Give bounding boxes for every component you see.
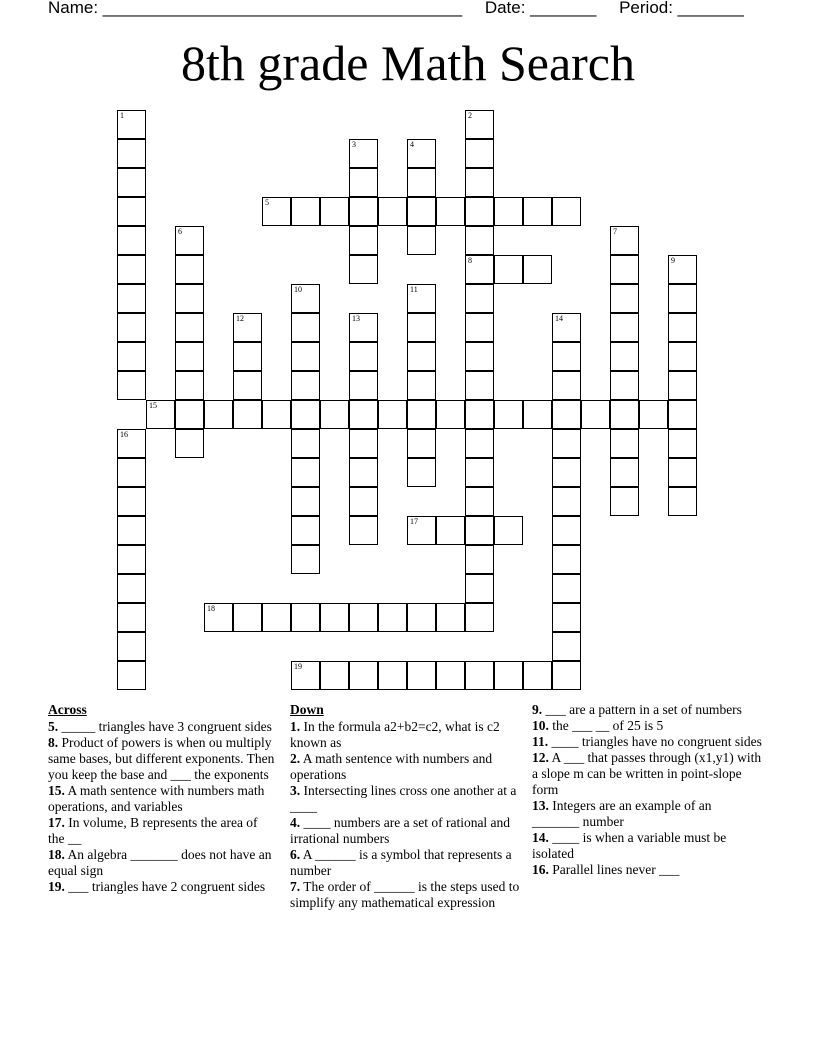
crossword-cell[interactable] <box>407 226 436 255</box>
crossword-cell[interactable] <box>668 313 697 342</box>
clue-item <box>532 750 762 798</box>
crossword-cell[interactable] <box>349 139 378 168</box>
clue-number: 16 <box>120 430 128 439</box>
crossword-cell[interactable] <box>581 400 610 429</box>
crossword-cell[interactable] <box>175 342 204 371</box>
clue-item <box>48 879 276 895</box>
crossword-cell[interactable] <box>494 400 523 429</box>
clue-number: 12 <box>236 314 244 323</box>
crossword-cell[interactable] <box>349 168 378 197</box>
crossword-cell[interactable] <box>320 197 349 226</box>
crossword-cell[interactable] <box>523 661 552 690</box>
crossword-cell[interactable] <box>668 487 697 516</box>
clue-number-label: 14. <box>532 830 549 845</box>
date-label: Date: _______ <box>484 0 597 17</box>
crossword-cell[interactable] <box>175 429 204 458</box>
crossword-cell[interactable] <box>465 400 494 429</box>
crossword-cell[interactable] <box>407 139 436 168</box>
crossword-cell[interactable] <box>378 400 407 429</box>
clue-item <box>48 719 276 735</box>
crossword-cell[interactable] <box>117 371 146 400</box>
crossword-cell[interactable] <box>552 661 581 690</box>
crossword-cell[interactable] <box>523 255 552 284</box>
crossword-cell[interactable] <box>465 371 494 400</box>
crossword-cell[interactable] <box>610 342 639 371</box>
clue-number: 14 <box>555 314 563 323</box>
clue-number-label: 11. <box>532 734 549 749</box>
crossword-cell[interactable] <box>117 313 146 342</box>
page-title: 8th grade Math Search <box>180 35 635 91</box>
crossword-cell[interactable] <box>552 342 581 371</box>
crossword-cell[interactable] <box>117 110 146 139</box>
clue-number-label: 8. <box>48 735 59 750</box>
crossword-cell[interactable] <box>175 371 204 400</box>
clue-item <box>532 798 762 830</box>
crossword-cell[interactable] <box>465 516 494 545</box>
clue-item <box>290 815 520 847</box>
crossword-cell[interactable] <box>291 342 320 371</box>
clue-item <box>532 702 762 718</box>
clue-text: _____ triangles have 3 congruent sides <box>58 719 272 734</box>
clue-text: Parallel lines never ___ <box>548 862 680 877</box>
clue-item <box>532 718 762 734</box>
clue-item <box>290 751 520 783</box>
crossword-cell[interactable] <box>175 226 204 255</box>
clue-number: 2 <box>468 111 472 120</box>
crossword-cell[interactable] <box>552 574 581 603</box>
crossword-cell[interactable] <box>291 197 320 226</box>
crossword-cell[interactable] <box>407 661 436 690</box>
crossword-cell[interactable] <box>552 429 581 458</box>
crossword-cell[interactable] <box>378 197 407 226</box>
crossword-cell[interactable] <box>668 284 697 313</box>
down-clues <box>290 702 520 911</box>
crossword-cell[interactable] <box>291 313 320 342</box>
crossword-cell[interactable] <box>436 603 465 632</box>
crossword-cell[interactable] <box>175 400 204 429</box>
crossword-cell[interactable] <box>117 574 146 603</box>
crossword-cell[interactable] <box>610 371 639 400</box>
crossword-cell[interactable] <box>610 226 639 255</box>
crossword-cell[interactable] <box>233 342 262 371</box>
crossword-cell[interactable] <box>407 342 436 371</box>
across-heading: Across <box>48 702 87 717</box>
clue-number-label: 7. <box>290 879 301 894</box>
crossword-cell[interactable] <box>378 661 407 690</box>
clue-text: ____ numbers are a set of rational and irrational numbers <box>290 815 511 846</box>
crossword-cell[interactable] <box>233 400 262 429</box>
crossword-cell[interactable] <box>117 284 146 313</box>
crossword-cell[interactable] <box>146 400 175 429</box>
down-heading: Down <box>290 702 324 717</box>
clue-number: 7 <box>613 227 617 236</box>
clue-number-label: 10. <box>532 718 549 733</box>
clue-number: 10 <box>294 285 302 294</box>
crossword-cell[interactable] <box>610 313 639 342</box>
crossword-cell[interactable] <box>465 458 494 487</box>
crossword-cell[interactable] <box>320 400 349 429</box>
clue-text: A math sentence with numbers math operations, and variables <box>48 783 265 814</box>
clue-text: A ______ is a symbol that represents a number <box>290 847 512 878</box>
clue-number-label: 1. <box>290 719 301 734</box>
crossword-cell[interactable] <box>494 516 523 545</box>
clue-number: 11 <box>410 285 418 294</box>
crossword-cell[interactable] <box>291 516 320 545</box>
crossword-cell[interactable] <box>494 661 523 690</box>
crossword-cell[interactable] <box>117 603 146 632</box>
crossword-cell[interactable] <box>407 400 436 429</box>
crossword-cell[interactable] <box>610 429 639 458</box>
crossword-cell[interactable] <box>465 168 494 197</box>
crossword-cell[interactable] <box>349 429 378 458</box>
crossword-cell[interactable] <box>465 255 494 284</box>
crossword-cell[interactable] <box>349 255 378 284</box>
crossword-cell[interactable] <box>407 168 436 197</box>
crossword-cell[interactable] <box>378 603 407 632</box>
crossword-cell[interactable] <box>552 197 581 226</box>
crossword-cell[interactable] <box>668 371 697 400</box>
crossword-cell[interactable] <box>291 371 320 400</box>
clue-number: 1 <box>120 111 124 120</box>
crossword-cell[interactable] <box>349 226 378 255</box>
crossword-cell[interactable] <box>349 197 378 226</box>
crossword-cell[interactable] <box>552 458 581 487</box>
crossword-cell[interactable] <box>610 458 639 487</box>
crossword-cell[interactable] <box>349 313 378 342</box>
clue-number-label: 19. <box>48 879 65 894</box>
clue-text: A math sentence with numbers and operations <box>290 751 493 782</box>
crossword-cell[interactable] <box>668 458 697 487</box>
crossword-cell[interactable] <box>349 516 378 545</box>
crossword-cell[interactable] <box>407 197 436 226</box>
crossword-cell[interactable] <box>668 429 697 458</box>
crossword-cell[interactable] <box>117 545 146 574</box>
clue-text: ___ triangles have 2 congruent sides <box>64 879 266 894</box>
crossword-cell[interactable] <box>465 429 494 458</box>
clue-number-label: 5. <box>48 719 59 734</box>
crossword-cell[interactable] <box>610 255 639 284</box>
crossword-cell[interactable] <box>552 516 581 545</box>
crossword-cell[interactable] <box>117 168 146 197</box>
crossword-cell[interactable] <box>465 110 494 139</box>
crossword-cell[interactable] <box>465 226 494 255</box>
clue-text: The order of ______ is the steps used to simplify any mathematical expression <box>290 879 520 910</box>
clue-text: A ___ that passes through (x1,y1) with a slope m can be written in point-slope form <box>532 750 762 797</box>
crossword-cell[interactable] <box>523 400 552 429</box>
crossword-cell[interactable] <box>407 284 436 313</box>
crossword-cell[interactable] <box>465 284 494 313</box>
crossword-cell[interactable] <box>175 284 204 313</box>
clue-number-label: 4. <box>290 815 301 830</box>
clue-number-label: 2. <box>290 751 301 766</box>
crossword-cell[interactable] <box>291 458 320 487</box>
period-label: Period: _______ <box>619 0 744 17</box>
crossword-cell[interactable] <box>523 197 552 226</box>
crossword-cell[interactable] <box>320 603 349 632</box>
clue-item <box>290 719 520 751</box>
clue-text: the ___ __ of 25 is 5 <box>548 718 664 733</box>
clue-number-label: 6. <box>290 847 301 862</box>
crossword-cell[interactable] <box>436 400 465 429</box>
crossword-cell[interactable] <box>117 226 146 255</box>
clue-item <box>532 734 762 750</box>
crossword-cell[interactable] <box>407 313 436 342</box>
clue-item <box>532 862 762 878</box>
crossword-cell[interactable] <box>610 487 639 516</box>
clue-number: 4 <box>410 140 414 149</box>
crossword-cell[interactable] <box>291 284 320 313</box>
clue-item <box>290 847 520 879</box>
crossword-cell[interactable] <box>407 516 436 545</box>
down-clues-continued <box>532 702 762 878</box>
clue-text: ____ triangles have no congruent sides <box>548 734 762 749</box>
clue-number-label: 12. <box>532 750 549 765</box>
crossword-cell[interactable] <box>175 313 204 342</box>
clue-number-label: 18. <box>48 847 65 862</box>
crossword-cell[interactable] <box>175 255 204 284</box>
clue-item <box>290 783 520 815</box>
clue-item <box>532 830 762 862</box>
clue-number-label: 16. <box>532 862 549 877</box>
clue-item <box>48 735 276 783</box>
clue-item <box>290 879 520 911</box>
crossword-cell[interactable] <box>465 139 494 168</box>
crossword-cell[interactable] <box>494 197 523 226</box>
clue-text: In the formula a2+b2=c2, what is c2 known as <box>290 719 500 750</box>
crossword-cell[interactable] <box>291 545 320 574</box>
crossword-cell[interactable] <box>494 255 523 284</box>
crossword-cell[interactable] <box>349 458 378 487</box>
crossword-cell[interactable] <box>407 458 436 487</box>
crossword-cell[interactable] <box>320 661 349 690</box>
crossword-cell[interactable] <box>407 371 436 400</box>
clue-number: 18 <box>207 604 215 613</box>
clue-number-label: 13. <box>532 798 549 813</box>
crossword-cell[interactable] <box>610 284 639 313</box>
crossword-cell[interactable] <box>291 603 320 632</box>
crossword-cell[interactable] <box>349 400 378 429</box>
crossword-cell[interactable] <box>117 632 146 661</box>
crossword-cell[interactable] <box>552 371 581 400</box>
crossword-cell[interactable] <box>407 429 436 458</box>
crossword-cell[interactable] <box>552 487 581 516</box>
crossword-cell[interactable] <box>349 371 378 400</box>
crossword-cell[interactable] <box>465 661 494 690</box>
crossword-cell[interactable] <box>349 603 378 632</box>
name-label: Name: ______________________________________ <box>48 0 463 17</box>
crossword-cell[interactable] <box>291 429 320 458</box>
clue-item <box>48 847 276 879</box>
crossword-cell[interactable] <box>436 197 465 226</box>
crossword-cell[interactable] <box>262 197 291 226</box>
clue-text: ____ is when a variable must be isolated <box>532 830 727 861</box>
clue-text: Integers are an example of an _______ number <box>532 798 712 829</box>
crossword-cell[interactable] <box>465 487 494 516</box>
crossword-cell[interactable] <box>552 313 581 342</box>
clue-number: 15 <box>149 401 157 410</box>
crossword-cell[interactable] <box>117 139 146 168</box>
crossword-cell[interactable] <box>552 400 581 429</box>
crossword-cell[interactable] <box>117 661 146 690</box>
clue-number: 5 <box>265 198 269 207</box>
crossword-cell[interactable] <box>233 603 262 632</box>
crossword-cell[interactable] <box>117 342 146 371</box>
crossword-cell[interactable] <box>465 545 494 574</box>
clue-text: ___ are a pattern in a set of numbers <box>542 702 742 717</box>
clue-number: 17 <box>410 517 418 526</box>
crossword-cell[interactable] <box>349 487 378 516</box>
crossword-cell[interactable] <box>349 661 378 690</box>
clue-text: In volume, B represents the area of the __ <box>48 815 258 846</box>
across-clues <box>48 702 276 895</box>
crossword-cell[interactable] <box>233 371 262 400</box>
crossword-cell[interactable] <box>465 342 494 371</box>
crossword-cell[interactable] <box>668 342 697 371</box>
clue-number: 9 <box>671 256 675 265</box>
crossword-cell[interactable] <box>668 255 697 284</box>
crossword-cell[interactable] <box>610 400 639 429</box>
crossword-cell[interactable] <box>668 400 697 429</box>
crossword-cell[interactable] <box>117 197 146 226</box>
clue-number: 6 <box>178 227 182 236</box>
crossword-cell[interactable] <box>233 313 262 342</box>
clue-number-label: 17. <box>48 815 65 830</box>
crossword-cell[interactable] <box>465 197 494 226</box>
crossword-cell[interactable] <box>349 342 378 371</box>
crossword-cell[interactable] <box>291 661 320 690</box>
clue-number: 13 <box>352 314 360 323</box>
crossword-cell[interactable] <box>552 603 581 632</box>
crossword-cell[interactable] <box>465 313 494 342</box>
crossword-cell[interactable] <box>117 458 146 487</box>
crossword-cell[interactable] <box>204 400 233 429</box>
crossword-cell[interactable] <box>552 545 581 574</box>
clue-text: Product of powers is when ou multiply same bases, but different exponents. Then you keep the base and ___ the exponents <box>48 735 275 782</box>
clue-item <box>48 815 276 847</box>
crossword-cell[interactable] <box>465 603 494 632</box>
clue-text: Intersecting lines cross one another at a ____ <box>290 783 517 814</box>
crossword-cell[interactable] <box>291 487 320 516</box>
clue-text: An algebra _______ does not have an equal sign <box>48 847 272 878</box>
crossword-cell[interactable] <box>117 487 146 516</box>
clue-number: 8 <box>468 256 472 265</box>
crossword-cell[interactable] <box>436 661 465 690</box>
crossword-cell[interactable] <box>436 516 465 545</box>
crossword-cell[interactable] <box>204 603 233 632</box>
clue-number-label: 3. <box>290 783 301 798</box>
crossword-cell[interactable] <box>117 255 146 284</box>
crossword-cell[interactable] <box>639 400 668 429</box>
clue-number: 3 <box>352 140 356 149</box>
crossword-cell[interactable] <box>117 516 146 545</box>
crossword-cell[interactable] <box>117 429 146 458</box>
clue-number: 19 <box>294 662 302 671</box>
clue-number-label: 9. <box>532 702 543 717</box>
crossword-cell[interactable] <box>291 400 320 429</box>
crossword-cell[interactable] <box>465 574 494 603</box>
clue-item <box>48 783 276 815</box>
crossword-cell[interactable] <box>262 400 291 429</box>
crossword-cell[interactable] <box>552 632 581 661</box>
crossword-cell[interactable] <box>407 603 436 632</box>
crossword-cell[interactable] <box>262 603 291 632</box>
clue-number-label: 15. <box>48 783 65 798</box>
student-info-line <box>48 0 768 18</box>
